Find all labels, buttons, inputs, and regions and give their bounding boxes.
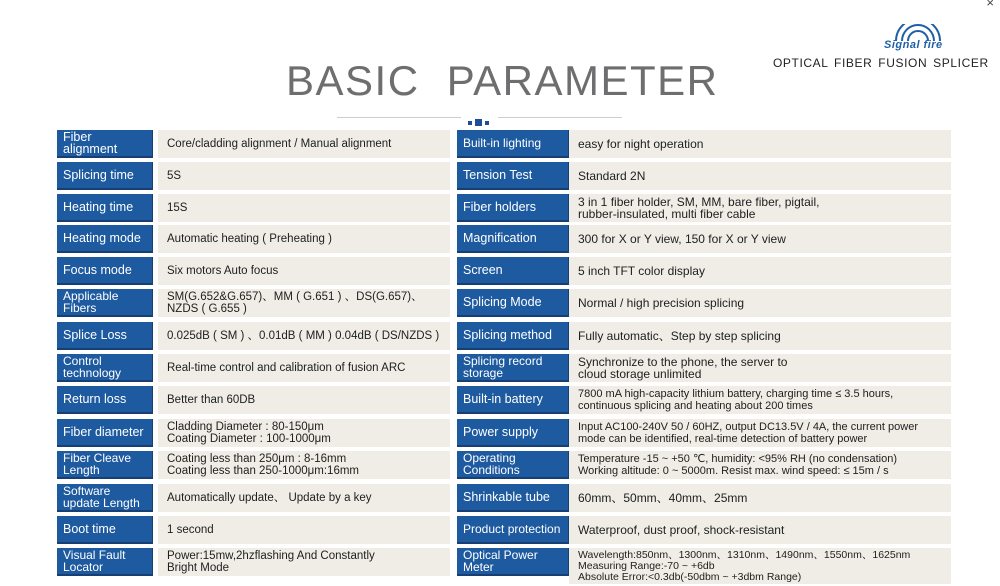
parameter-label: Fiber holders bbox=[457, 194, 569, 222]
parameter-value bbox=[569, 225, 951, 253]
parameter-label: Control technology bbox=[57, 354, 153, 382]
parameter-value-text: Wavelength:850nm、1300nm、1310nm、1490nm、1550nm、1625nm Measuring Range:-70 ~ +6db Absolute Error:<0.3db(-50dbm ~ +3dbm Range) bbox=[578, 548, 911, 583]
parameter-value-text: SM(G.652&G.657)、MM ( G.651 ) 、DS(G.657)、 NZDS ( G.655 ) bbox=[167, 290, 423, 315]
parameter-value bbox=[569, 322, 951, 350]
parameter-value-text: Temperature -15 ~ +50 ℃, humidity: <95% RH (no condensation) Working altitude: 0 ~ 5000m. Resist max. wind speed: ≤ 15m / s bbox=[578, 453, 897, 477]
parameter-label: Product protection bbox=[457, 516, 569, 544]
parameter-row bbox=[57, 386, 450, 414]
parameter-value-text: Synchronize to the phone, the server to cloud storage unlimited bbox=[578, 354, 788, 381]
title-divider-left bbox=[337, 117, 461, 118]
parameter-value bbox=[569, 548, 951, 584]
parameter-value bbox=[158, 194, 450, 222]
product-subtitle: OPTICAL FIBER FUSION SPLICER bbox=[773, 56, 989, 70]
parameter-label: Built-in lighting bbox=[457, 130, 569, 158]
parameter-value-text: Six motors Auto focus bbox=[167, 264, 279, 277]
parameter-value bbox=[158, 516, 450, 544]
parameter-value bbox=[158, 548, 450, 576]
parameter-value bbox=[158, 257, 450, 285]
parameter-label: Splice Loss bbox=[57, 322, 153, 350]
parameter-value bbox=[158, 419, 450, 447]
parameter-row bbox=[57, 548, 450, 576]
parameter-row bbox=[57, 289, 450, 317]
parameter-value bbox=[569, 354, 951, 382]
parameter-value-text: 1 second bbox=[167, 523, 214, 536]
parameter-label: Heating time bbox=[57, 194, 153, 222]
parameter-value bbox=[158, 289, 450, 317]
parameter-row bbox=[57, 419, 450, 447]
parameter-value-text: 5S bbox=[167, 169, 182, 182]
parameter-row bbox=[457, 354, 951, 382]
parameter-label: Optical Power Meter bbox=[457, 548, 569, 576]
title-divider-right bbox=[498, 117, 622, 118]
parameter-value-text: Real-time control and calibration of fusion ARC bbox=[167, 361, 406, 374]
parameter-label: Splicing Mode bbox=[457, 289, 569, 317]
parameter-value-text: Coating less than 250μm : 8-16mm Coating less than 250-1000μm:16mm bbox=[167, 452, 360, 477]
parameter-value-text: 60mm、50mm、40mm、25mm bbox=[578, 490, 748, 505]
parameter-row bbox=[57, 451, 450, 479]
parameter-row bbox=[457, 322, 951, 350]
parameter-label: Applicable Fibers bbox=[57, 289, 153, 317]
parameter-value-text: Automatically update、 Update by a key bbox=[167, 491, 372, 504]
parameter-value-text: Normal / high precision splicing bbox=[578, 295, 745, 310]
parameter-value bbox=[158, 225, 450, 253]
parameter-label: Screen bbox=[457, 257, 569, 285]
parameter-label: Fiber Cleave Length bbox=[57, 451, 153, 479]
parameter-value-text: Automatic heating ( Preheating ) bbox=[167, 232, 332, 245]
parameter-value-text: Input AC100-240V 50 / 60HZ, output DC13.5V / 4A, the current power mode can be identified, real-time detection of battery power bbox=[578, 421, 918, 445]
parameter-label: Splicing time bbox=[57, 162, 153, 190]
parameter-value bbox=[569, 289, 951, 317]
parameter-row bbox=[457, 130, 951, 158]
parameter-label: Splicing record storage bbox=[457, 354, 569, 382]
parameter-row bbox=[457, 548, 951, 584]
parameter-label: Operating Conditions bbox=[457, 451, 569, 479]
parameter-row bbox=[457, 516, 951, 544]
parameter-value-text: easy for night operation bbox=[578, 136, 704, 151]
parameter-value-text: Better than 60DB bbox=[167, 393, 256, 406]
parameter-label: Shrinkable tube bbox=[457, 484, 569, 512]
parameter-row bbox=[57, 225, 450, 253]
parameter-value-text: Standard 2N bbox=[578, 168, 646, 183]
parameter-row bbox=[457, 162, 951, 190]
parameter-row bbox=[57, 322, 450, 350]
parameter-label: Fiber alignment bbox=[57, 130, 153, 158]
parameter-row bbox=[457, 484, 951, 512]
parameter-label: Boot time bbox=[57, 516, 153, 544]
parameter-label: Fiber diameter bbox=[57, 419, 153, 447]
parameter-row bbox=[457, 289, 951, 317]
parameter-value bbox=[569, 419, 951, 447]
parameter-label: Heating mode bbox=[57, 225, 153, 253]
parameter-row bbox=[57, 257, 450, 285]
parameter-row bbox=[457, 419, 951, 447]
parameter-row bbox=[457, 451, 951, 479]
parameter-value bbox=[158, 162, 450, 190]
parameter-value bbox=[569, 386, 951, 414]
parameter-value-text: Power:15mw,2hzflashing And Constantly Bright Mode bbox=[167, 549, 375, 574]
parameter-row bbox=[57, 484, 450, 512]
close-icon[interactable]: × bbox=[986, 0, 994, 10]
parameter-value-text: 15S bbox=[167, 201, 188, 214]
parameter-value-text: Waterproof, dust proof, shock-resistant bbox=[578, 522, 785, 537]
parameter-value-text: 3 in 1 fiber holder, SM, MM, bare fiber, pigtail, rubber-insulated, multi fiber cable bbox=[578, 194, 820, 221]
parameter-row bbox=[457, 386, 951, 414]
parameter-value bbox=[158, 451, 450, 479]
brand-logo-text: Signal fire bbox=[884, 39, 943, 51]
parameter-value-text: 300 for X or Y view, 150 for X or Y view bbox=[578, 231, 786, 246]
parameter-value bbox=[569, 516, 951, 544]
parameter-value bbox=[569, 130, 951, 158]
parameter-value-text: Fully automatic、Step by step splicing bbox=[578, 328, 781, 343]
parameter-row bbox=[457, 257, 951, 285]
parameter-value bbox=[158, 322, 450, 350]
parameter-value bbox=[158, 484, 450, 512]
parameter-value bbox=[569, 451, 951, 479]
parameter-value bbox=[569, 484, 951, 512]
parameter-value-text: 7800 mA high-capacity lithium battery, charging time ≤ 3.5 hours, continuous splicing and heating about 200 times bbox=[578, 388, 894, 412]
parameter-row bbox=[57, 194, 450, 222]
parameter-label: Return loss bbox=[57, 386, 153, 414]
parameter-label: Power supply bbox=[457, 419, 569, 447]
parameter-value bbox=[158, 354, 450, 382]
parameter-row bbox=[57, 162, 450, 190]
parameter-row bbox=[457, 194, 951, 222]
parameter-value-text: Core/cladding alignment / Manual alignment bbox=[167, 137, 392, 150]
parameter-label: Magnification bbox=[457, 225, 569, 253]
brand-logo bbox=[878, 24, 962, 54]
parameter-label: Software update Length bbox=[57, 484, 153, 512]
parameter-value-text: Cladding Diameter : 80-150μm Coating Diameter : 100-1000μm bbox=[167, 420, 331, 445]
parameter-value bbox=[569, 162, 951, 190]
parameter-row bbox=[57, 130, 450, 158]
parameter-value bbox=[158, 386, 450, 414]
parameter-label: Splicing method bbox=[457, 322, 569, 350]
parameter-row bbox=[457, 225, 951, 253]
page-title: BASIC PARAMETER bbox=[286, 57, 719, 104]
parameter-value bbox=[158, 130, 450, 158]
parameter-row bbox=[57, 354, 450, 382]
parameter-value bbox=[569, 194, 951, 222]
parameter-value-text: 0.025dB ( SM ) 、0.01dB ( MM ) 0.04dB ( DS/NZDS ) bbox=[167, 329, 440, 342]
parameter-label: Built-in battery bbox=[457, 386, 569, 414]
parameter-label: Tension Test bbox=[457, 162, 569, 190]
parameter-label: Visual Fault Locator bbox=[57, 548, 153, 576]
parameter-row bbox=[57, 516, 450, 544]
parameter-value bbox=[569, 257, 951, 285]
parameter-value-text: 5 inch TFT color display bbox=[578, 263, 705, 278]
parameter-label: Focus mode bbox=[57, 257, 153, 285]
